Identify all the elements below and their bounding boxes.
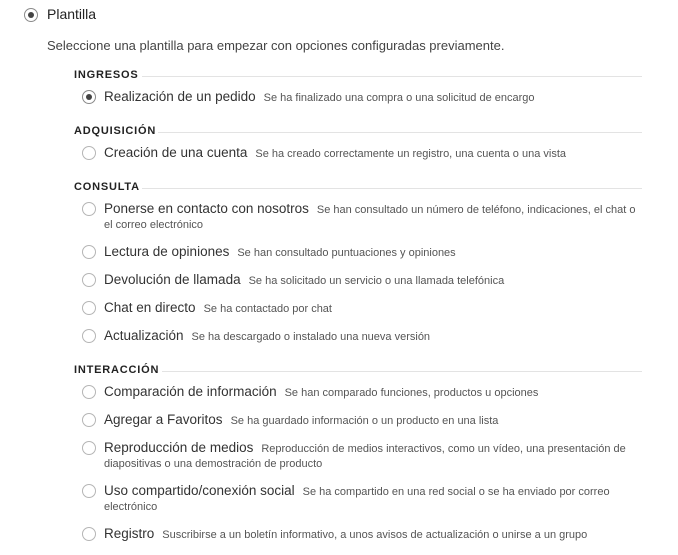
option-realizacion-pedido[interactable] xyxy=(82,89,642,106)
section-divider xyxy=(158,132,642,133)
option-devolucion-llamada[interactable] xyxy=(82,272,642,289)
option-description: Se han consultado un número de teléfono, indicaciones, el chat o el correo electrónico xyxy=(104,204,636,231)
section-title-adquisicion: ADQUISICIÓN xyxy=(74,125,157,137)
option-name: Lectura de opiniones xyxy=(104,244,230,259)
option-actualizacion[interactable] xyxy=(82,328,642,345)
option-description: Reproducción de medios interactivos, como un vídeo, una presentación de diapositivas o una demostración de producto xyxy=(104,443,626,470)
template-description: Seleccione una plantilla para empezar con opciones configuradas previamente. xyxy=(47,38,505,53)
option-name: Registro xyxy=(104,526,155,541)
option-name: Devolución de llamada xyxy=(104,272,241,287)
option-registro[interactable] xyxy=(82,526,642,543)
option-description: Se han comparado funciones, productos u opciones xyxy=(284,387,539,399)
section-divider xyxy=(162,371,642,372)
option-description: Se ha finalizado una compra o una solicitud de encargo xyxy=(263,92,535,104)
option-creacion-cuenta[interactable] xyxy=(82,145,642,162)
option-description: Se ha contactado por chat xyxy=(203,303,332,315)
option-name: Uso compartido/conexión social xyxy=(104,483,295,498)
option-name: Realización de un pedido xyxy=(104,89,256,104)
radio-button[interactable] xyxy=(82,146,96,160)
option-lectura-opiniones[interactable] xyxy=(82,244,642,261)
option-name: Actualización xyxy=(104,328,184,343)
option-name: Agregar a Favoritos xyxy=(104,412,223,427)
option-description: Se ha compartido en una red social o se ha enviado por correo electrónico xyxy=(104,486,610,513)
option-uso-compartido[interactable] xyxy=(82,483,642,515)
option-name: Creación de una cuenta xyxy=(104,145,248,160)
option-name: Reproducción de medios xyxy=(104,440,254,455)
option-chat-directo[interactable] xyxy=(82,300,642,317)
option-comparacion[interactable] xyxy=(82,384,642,401)
radio-button[interactable] xyxy=(82,301,96,315)
radio-button[interactable] xyxy=(82,245,96,259)
option-favoritos[interactable] xyxy=(82,412,642,429)
option-name: Ponerse en contacto con nosotros xyxy=(104,201,309,216)
radio-button[interactable] xyxy=(82,441,96,455)
option-description: Se ha solicitado un servicio o una llamada telefónica xyxy=(248,275,505,287)
option-name: Comparación de información xyxy=(104,384,277,399)
section-divider xyxy=(142,188,642,189)
radio-button[interactable] xyxy=(82,385,96,399)
template-label[interactable]: Plantilla xyxy=(47,6,97,22)
radio-button[interactable] xyxy=(82,413,96,427)
option-name: Chat en directo xyxy=(104,300,196,315)
template-radio[interactable] xyxy=(24,8,38,22)
radio-button[interactable] xyxy=(82,329,96,343)
option-description: Se ha guardado información o un producto en una lista xyxy=(230,415,499,427)
radio-button[interactable] xyxy=(82,273,96,287)
option-reproduccion-medios[interactable] xyxy=(82,440,642,472)
option-description: Suscribirse a un boletín informativo, a unos avisos de actualización o unirse a un grupo xyxy=(162,529,588,541)
option-contacto[interactable] xyxy=(82,201,642,233)
radio-button[interactable] xyxy=(82,484,96,498)
option-description: Se han consultado puntuaciones y opiniones xyxy=(237,247,456,259)
section-title-ingresos: INGRESOS xyxy=(74,69,139,81)
radio-button[interactable] xyxy=(82,202,96,216)
radio-button[interactable] xyxy=(82,527,96,541)
option-description: Se ha descargado o instalado una nueva versión xyxy=(191,331,431,343)
section-divider xyxy=(142,76,642,77)
radio-button[interactable] xyxy=(82,90,96,104)
section-title-interaccion: INTERACCIÓN xyxy=(74,364,160,376)
option-description: Se ha creado correctamente un registro, una cuenta o una vista xyxy=(255,148,566,160)
section-title-consulta: CONSULTA xyxy=(74,181,140,193)
